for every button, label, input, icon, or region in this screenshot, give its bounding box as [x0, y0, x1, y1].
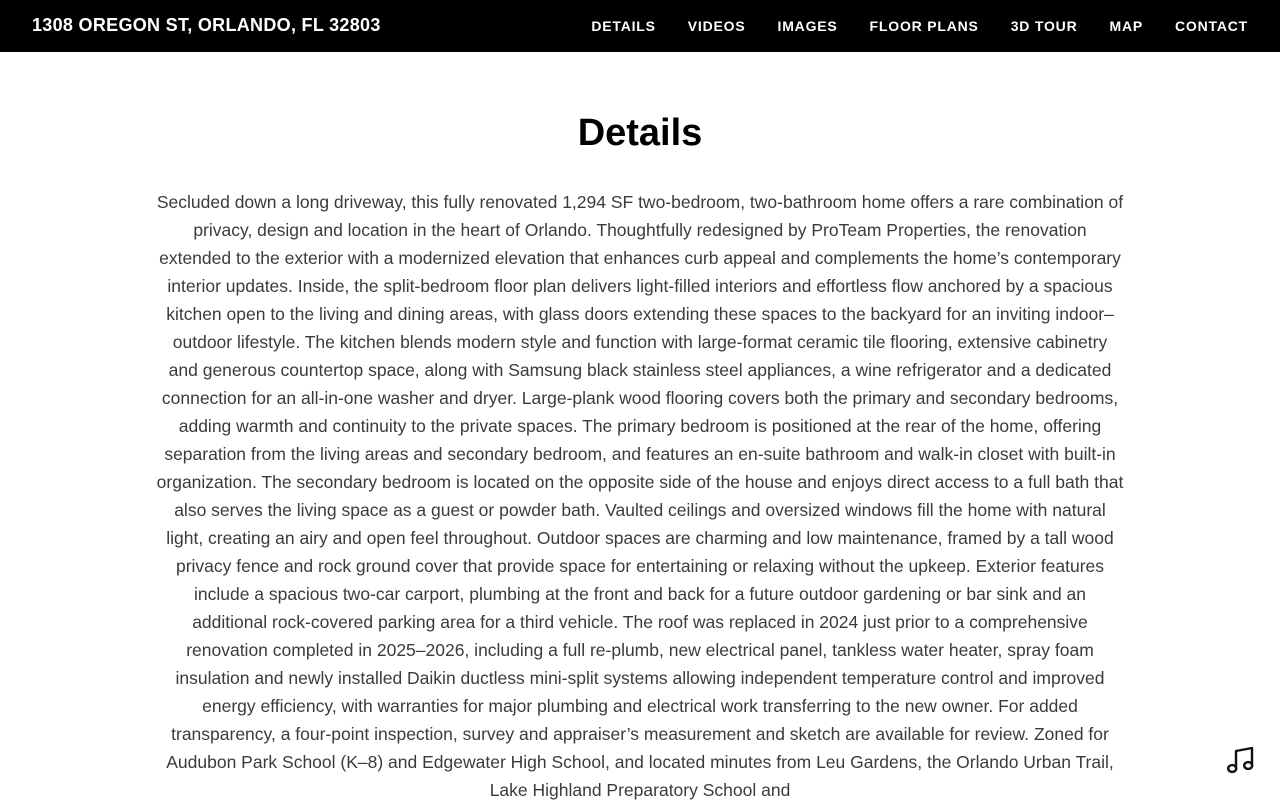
property-description: Secluded down a long driveway, this fully renovated 1,294 SF two-bedroom, two-bathroom home offers a rare combination of privacy, design and location in the heart of Orlando. Thoughtfully redesigned by ProTeam Properties, the renovation extended to the exterior with a modernized elevation that enhances curb appeal and complements the home’s contemporary interior updates. Inside, the split-bedroom floor plan delivers light-filled interiors and effortless flow anchored by a spacious kitchen open to the living and dining areas, with glass doors extending these spaces to the backyard for an inviting indoor–outdoor lifestyle. The kitchen blends modern style and function with large-format ceramic tile flooring, extensive cabinetry and generous countertop space, along with Samsung black stainless steel appliances, a wine refrigerator and a dedicated connection for an all-in-one washer and dryer. Large-plank wood flooring covers both the primary and secondary bedrooms, adding warmth and continuity to the private spaces. The primary bedroom is positioned at the rear of the home, offering separation from the living areas and secondary bedroom, and features an en-suite bathroom and walk-in closet with built-in organization. The secondary bedroom is located on the opposite side of the house and enjoys direct access to a full bath that also serves the living space as a guest or powder bath. Vaulted ceilings and oversized windows fill the home with natural light, creating an airy and open feel throughout. Outdoor spaces are charming and low maintenance, framed by a tall wood privacy fence and rock ground cover that provide space for entertaining or relaxing without the upkeep. Exterior features include a spacious two-car carport, plumbing at the front and back for a future outdoor gardening or bar sink and an additional rock-covered parking area for a third vehicle. The roof was replaced in 2024 just prior to a comprehensive renovation completed in 2025–2026, including a full re-plumb, new electrical panel, tankless water heater, spray foam insulation and newly installed Daikin ductless mini-split systems allowing independent temperature control and improved energy efficiency, with warranties for major plumbing and electrical work transferring to the new owner. For added transparency, a four-point inspection, survey and appraiser’s measurement and sketch are available for review. Zoned for Audubon Park School (K–8) and Edgewater High School, and located minutes from Leu Gardens, the Orlando Urban Trail, Lake Highland Preparatory School and — [156, 192, 1124, 800]
nav-item-map[interactable]: MAP — [1109, 18, 1143, 34]
nav-item-floor-plans[interactable]: FLOOR PLANS — [869, 18, 979, 34]
property-address[interactable]: 1308 OREGON ST, ORLANDO, FL 32803 — [32, 15, 381, 35]
nav-item-3d-tour[interactable]: 3D TOUR — [1010, 18, 1078, 34]
section-heading: Details — [577, 112, 703, 154]
nav-item-contact[interactable]: CONTACT — [1175, 18, 1248, 34]
main-nav — [591, 17, 1248, 35]
music-toggle-button[interactable] — [1224, 744, 1256, 776]
top-navigation-bar — [0, 0, 1280, 52]
nav-item-images[interactable]: IMAGES — [777, 18, 838, 34]
nav-item-videos[interactable]: VIDEOS — [687, 18, 746, 34]
music-note-icon — [1224, 744, 1256, 776]
nav-item-details[interactable]: DETAILS — [591, 18, 656, 34]
